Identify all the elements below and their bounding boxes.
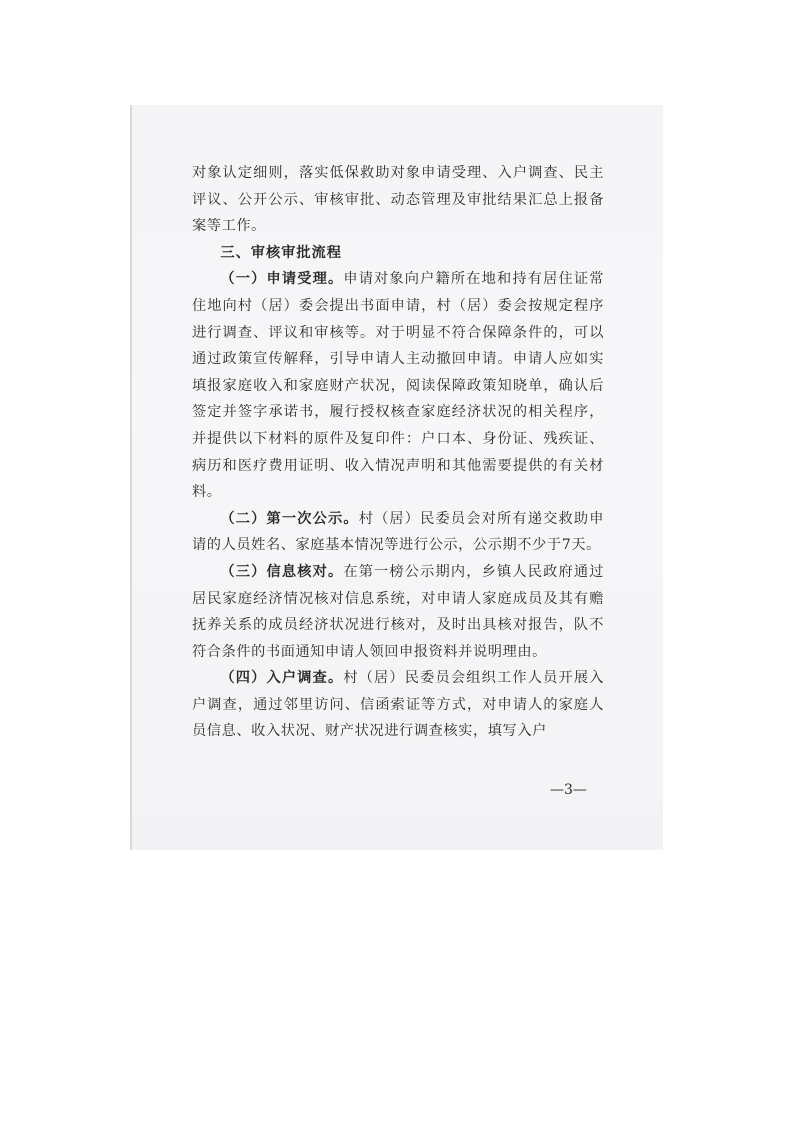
page-number: —3— [550,782,587,798]
section-paragraph-4 [192,665,604,745]
section-body-4: 村（居）民委员会组织工作人员开展入户调查，通过邻里访问、信函索证等方式，对申请人的家庭人员信息、收入状况、财产状况进行调查核实，填写入户 [192,670,604,740]
section-label-1: （一）申请受理。 [220,271,344,288]
section-label-3: （三）信息核对。 [220,563,344,580]
section-paragraph-2 [192,506,604,559]
scan-edge [130,105,132,850]
section-label-2: （二）第一次公示。 [220,510,359,527]
section-label-4: （四）入户调查。 [220,670,344,687]
section-body-1: 申请对象向户籍所在地和持有居住证常住地向村（居）委会提出书面申请，村（居）委会按规定程序进行调查、评议和审核等。对于明显不符合保障条件的，可以通过政策宣传解释，引导申请人主动撤回申请。申请人应如实填报家庭收入和家庭财产状况，阅读保障政策知晓单，确认后签定并签字承诺书，履行授权核查家庭经济状况的相关程序，并提供以下材料的原件及复印件：户口本、身份证、残疾证、病历和医疗费用证明、收入情况声明和其他需要提供的有关材料。 [192,271,604,501]
section-paragraph-3 [192,559,604,665]
intro-paragraph: 对象认定细则，落实低保救助对象申请受理、入户调查、民主评议、公开公示、审核审批、动态管理及审批结果汇总上报备案等工作。 [192,165,604,235]
section-heading: 三、审核审批流程 [220,244,342,261]
section-body-2: 村（居）民委员会对所有递交救助申请的人员姓名、家庭基本情况等进行公示，公示期不少于7天。 [192,510,604,554]
section-body-3: 在第一榜公示期内，乡镇人民政府通过居民家庭经济情况核对信息系统，对申请人家庭成员及其有赡抚养关系的成员经济状况进行核对，及时出具核对报告，队不符合条件的书面通知申请人领回申报资料并说明理由。 [192,563,604,660]
section-paragraph-1 [192,266,604,505]
document-body [192,160,604,745]
